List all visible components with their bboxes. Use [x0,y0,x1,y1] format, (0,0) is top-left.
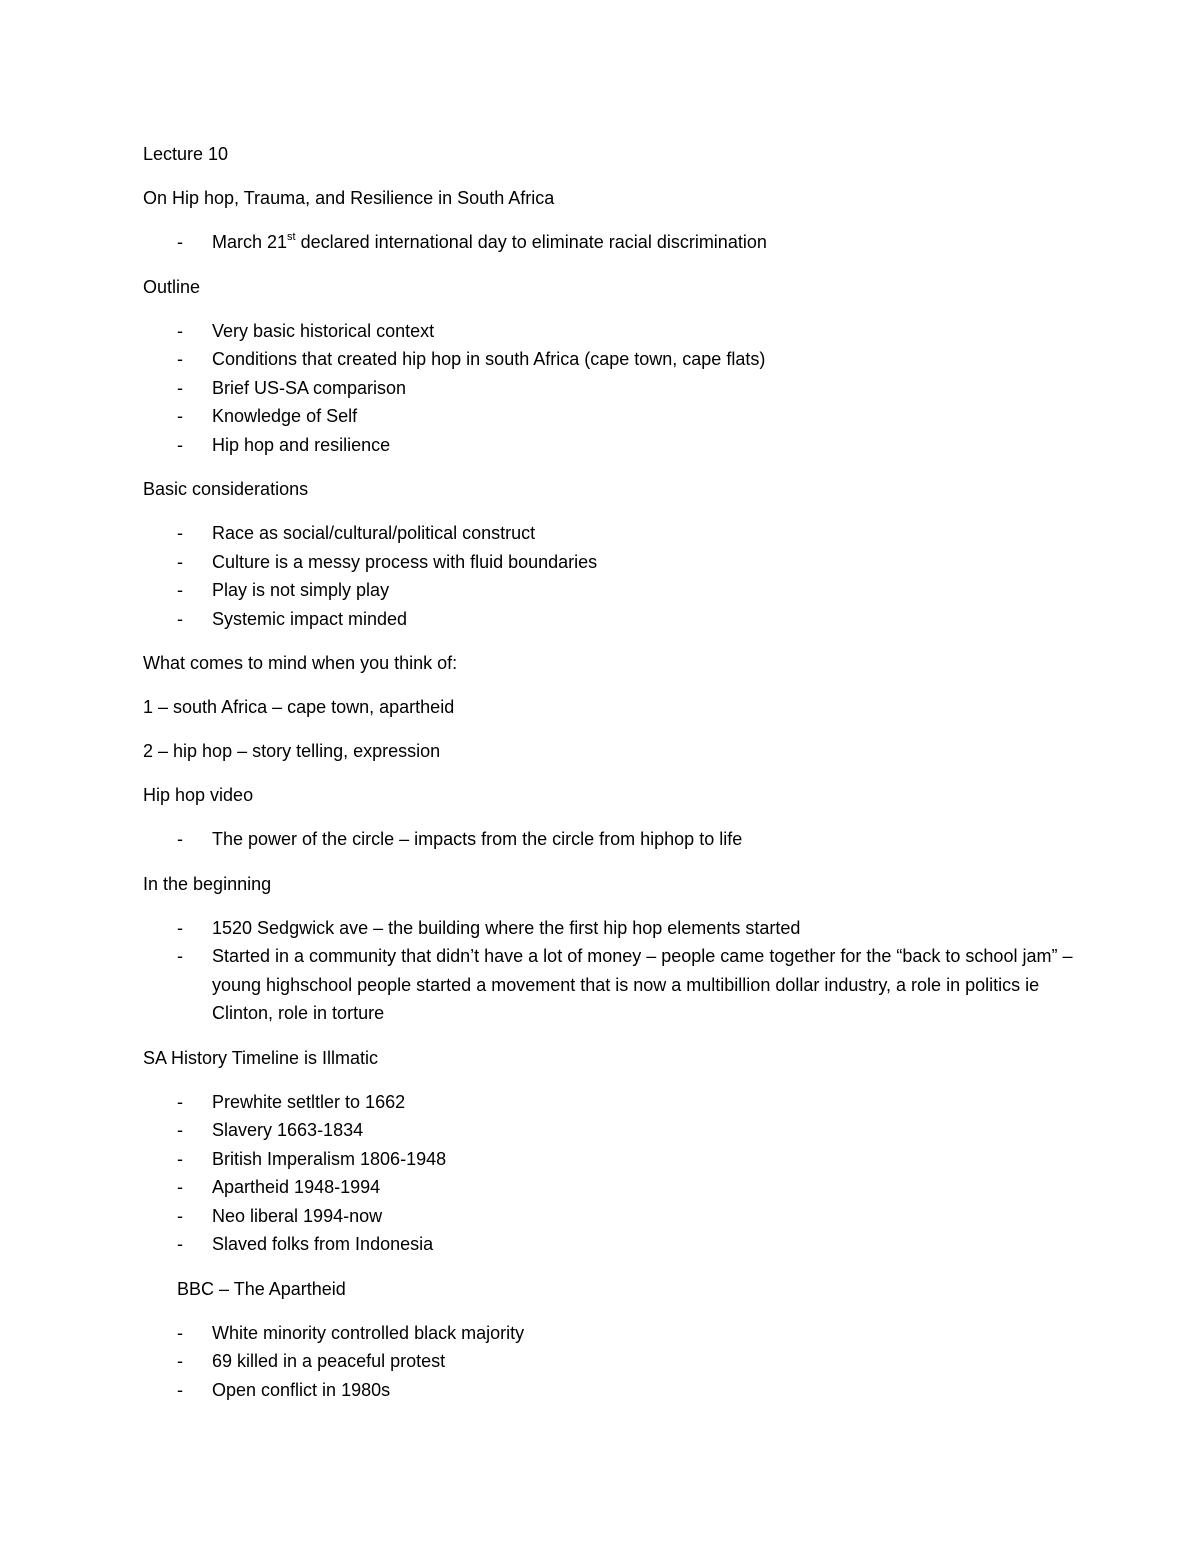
list-item: - White minority controlled black majority [143,1319,1083,1348]
outline-list [143,317,1083,460]
list-item: - Play is not simply play [143,576,1083,605]
prompt-answer-2: 2 – hip hop – story telling, expression [143,741,441,761]
page-title: Lecture 10 [143,144,229,164]
list-item: - 69 killed in a peaceful protest [143,1347,1083,1376]
hip-hop-video-list [143,825,1083,854]
list-item: - Prewhite setltler to 1662 [143,1088,1083,1117]
list-item: - Very basic historical context [143,317,1083,346]
in-the-beginning-list [143,914,1083,1028]
list-item: - Slavery 1663-1834 [143,1116,1083,1145]
basic-considerations-list [143,519,1083,633]
intro-text-suffix: declared international day to eliminate racial discrimination [295,232,767,252]
section-heading-in-the-beginning: In the beginning [143,873,272,894]
list-item: - Apartheid 1948-1994 [143,1173,1083,1202]
section-heading-basic-considerations: Basic considerations [143,479,309,499]
list-item: - British Imperalism 1806-1948 [143,1145,1083,1174]
prompt-question: What comes to mind when you think of: [143,653,458,673]
list-item: - Neo liberal 1994-now [143,1202,1083,1231]
list-item: - Open conflict in 1980s [143,1376,1083,1405]
list-item: - Knowledge of Self [143,402,1083,431]
sa-history-list [143,1088,1083,1259]
lecture-notes [143,140,1083,1420]
intro-text-prefix: March 21 [212,232,288,252]
list-item: - Started in a community that didn’t have a lot of money – people came together for the “back to school jam” – young highschool people started a movement that is now a multibillion dollar industry, a role in politics ie Clinton, role in torture [143,942,1083,1028]
section-heading-bbc: BBC – The Apartheid [177,1278,346,1299]
list-item: - Systemic impact minded [143,605,1083,634]
section-heading-sa-history: SA History Timeline is Illmatic [143,1047,379,1068]
list-item [143,228,1083,257]
list-item: - Race as social/cultural/political construct [143,519,1083,548]
intro-ordinal-suffix: st [287,231,296,243]
list-item: - Brief US-SA comparison [143,374,1083,403]
list-item: - Hip hop and resilience [143,431,1083,460]
section-heading-hip-hop-video: Hip hop video [143,785,254,805]
list-item: - The power of the circle – impacts from the circle from hiphop to life [143,825,1083,854]
prompt-answer-1: 1 – south Africa – cape town, apartheid [143,697,455,717]
list-item: - Slaved folks from Indonesia [143,1230,1083,1259]
page-subtitle: On Hip hop, Trauma, and Resilience in South Africa [143,188,555,208]
list-item: - Conditions that created hip hop in south Africa (cape town, cape flats) [143,345,1083,374]
intro-list [143,228,1083,257]
list-item: - 1520 Sedgwick ave – the building where the first hip hop elements started [143,914,1083,943]
section-heading-outline: Outline [143,276,201,297]
bbc-list [143,1319,1083,1405]
list-item: - Culture is a messy process with fluid boundaries [143,548,1083,577]
